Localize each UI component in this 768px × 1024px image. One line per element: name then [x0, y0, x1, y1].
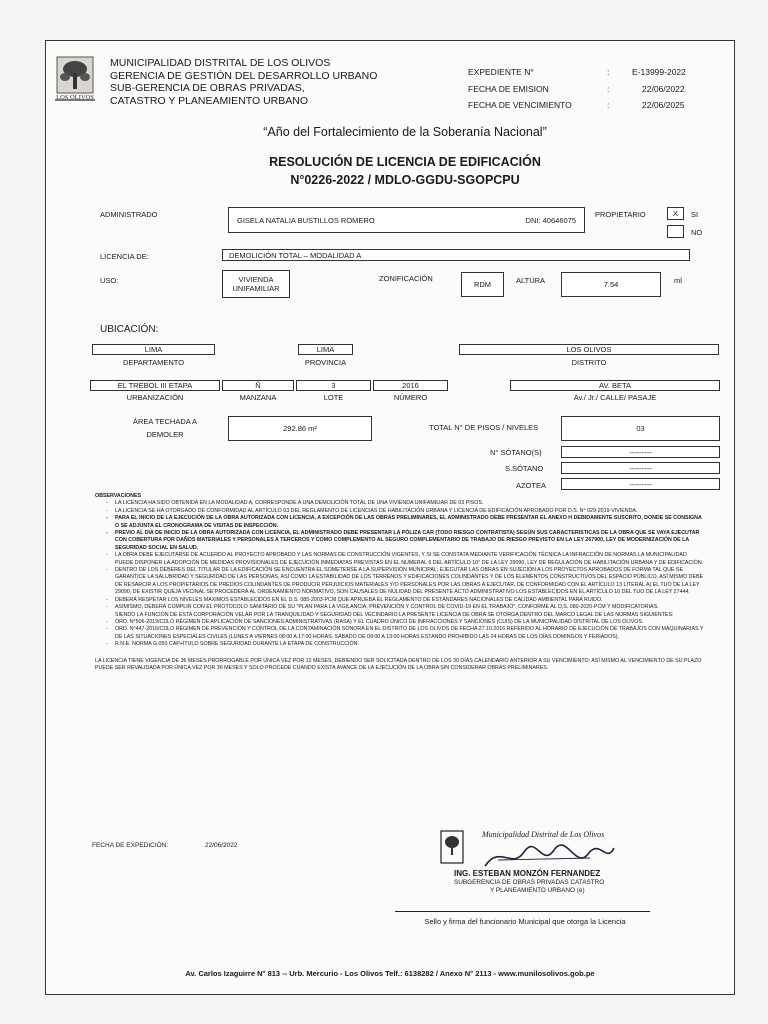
- expedicion-value: 22/06/2022: [205, 842, 238, 849]
- semisotano-box: [561, 462, 720, 474]
- area-label: [110, 417, 220, 439]
- sotanos-box: [561, 446, 720, 458]
- pisos-value: 03: [636, 424, 645, 433]
- emision-value: 22/06/2022: [642, 84, 685, 94]
- stamp-role: SUBGERENCIA DE OBRAS PRIVADAS CATASTRO: [454, 879, 605, 886]
- observaciones-title: OBSERVACIONES: [95, 493, 142, 499]
- observacion-item: - ASIMISMO, DEBERÁ CUMPLIR CON EL PROTOCOLO SANITARIO DE SU "PLAN PARA LA VIGILANCIA, PREVENCIÓN Y CONTROL DE COVID-19 EN EL TRABAJO", CONFORME AL D.S. 080-2020-PCM Y MODIFICATORIAS.: [115, 604, 705, 611]
- normas-intro: SIENDO LA FUNCIÓN DE ESTA CORPORACIÓN VELAR POR LA TRANQUILIDAD Y SEGURIDAD DEL VECINDARIO LA PRESENTE LICENCIA DE OBRA SE OTORGA DENTRO DEL MARCO LEGAL DE LAS NORMAS SIGUIENTES:: [115, 611, 674, 618]
- administrado-box: [228, 207, 585, 233]
- azotea-value: ---------: [629, 479, 652, 489]
- distrito-box: [459, 344, 719, 355]
- meta-separator: :: [607, 67, 610, 77]
- org-line: GERENCIA DE GESTIÓN DEL DESARROLLO URBANO: [110, 69, 378, 82]
- manzana-value: Ñ: [255, 381, 261, 390]
- distrito-label: DISTRITO: [571, 358, 607, 367]
- stamp-name: ING. ESTEBAN MONZÓN FERNANDEZ: [454, 869, 601, 878]
- municipal-seal-icon: [440, 830, 464, 864]
- normas-list: [95, 619, 705, 649]
- logo-text: LOS OLIVOS: [56, 94, 94, 101]
- zonificacion-label: ZONIFICACIÓN: [379, 274, 433, 283]
- area-box: [228, 416, 372, 441]
- area-label-line: DEMOLER: [146, 430, 184, 439]
- org-line: MUNICIPALIDAD DISTRITAL DE LOS OLIVOS: [110, 57, 331, 69]
- licencia-box: [222, 249, 690, 261]
- expedicion-label: FECHA DE EXPEDICIÓN:: [92, 842, 169, 849]
- observacion-item: - LA LICENCIA HA SIDO OBTENIDA EN LA MODALIDAD A, CORRESPONDE A UNA DEMOLICIÓN TOTAL DE UNA VIVIENDA UNIFAMILIAR DE 03 PISOS.: [115, 500, 705, 507]
- official-stamp: [440, 828, 660, 908]
- sotanos-label: N° SÓTANO(S): [490, 448, 542, 457]
- provincia-value: LIMA: [316, 345, 335, 354]
- administrado-label: ADMINISTRADO: [100, 210, 158, 219]
- zonificacion-value: RDM: [473, 280, 492, 289]
- urbanizacion-label: URBANIZACIÓN: [126, 393, 184, 402]
- no-label: NO: [691, 228, 703, 237]
- org-header: [110, 57, 377, 107]
- observacion-item: - LA OBRA DEBE EJECUTARSE DE ACUERDO AL PROYECTO APROBADO Y LAS NORMAS DE CONSTRUCCIÓN VIGENTES, Y SI SE CONSTATA MEDIANTE VERIFICACIÓN TÉCNICA LA INFRACCIÓN DE NORMAS LA MUNICIPALIDAD PUEDE DISPONER LA ADOPCIÓN DE MEDIDAS PROVISIONALES DE EJECUCIÓN INMEDIATAS PREVISTAS EN EL NUMERAL 6 DEL ARTÍCULO 10° DE LA LEY 29090, LEY DE REGULACIÓN DE HABILITACIÓN URBANA Y DE EDIFICACIÓN.: [115, 552, 705, 567]
- observacion-item: - LA LICENCIA SE HA OTORGADO DE CONFORMIDAD AL ARTÍCULO 63 DEL REGLAMENTO DE LICENCIAS DE HABILITACIÓN URBANA Y LICENCIA DE EDIFICACIÓN APROBADO POR D.S. N° 029-2019-VIVIENDA.: [115, 508, 705, 515]
- sotanos-value: ---------: [629, 447, 652, 457]
- uso-value-1: VIVIENDA: [238, 275, 274, 284]
- departamento-box: [92, 344, 215, 355]
- uso-box: [222, 270, 290, 298]
- area-label-line: ÁREA TECHADA A: [132, 417, 198, 426]
- via-box: [510, 380, 720, 391]
- no-checkbox[interactable]: [667, 225, 684, 238]
- uso-label: USO:: [100, 276, 119, 285]
- lote-label: LOTE: [323, 393, 344, 402]
- title-line-2: N°0226-2022 / MDLO-GGDU-SGOPCPU: [290, 173, 520, 187]
- norma-item: - ORD. N°447-2016/CDLO RÉGIMEN DE PREVENCIÓN Y CONTROL DE LA CONTAMINACIÓN SONORA EN EL DISTRITO DE LOS OLIVOS DE FECHA 27.10.2016 REFERIDO AL HORARIO DE EJECUCIÓN DE TRABAJOS CON MAQUINARIAS Y DE LAS SITUACIONES ESPECIALES CIVILES (LUNES A VIERNES 08:00 A 17:00 HORAS, SÁBADO DE 09:00 A 13:00 HORAS ESTANDO PROHIBIDO LAS 24 HORAS DE LOS DÍAS DOMINGOS Y FERIADOS).: [115, 626, 705, 641]
- stamp-title: Municipalidad Distrital de Los Olivos: [482, 830, 605, 839]
- licencia-label: LICENCIA DE:: [100, 252, 149, 261]
- sello-caption: Sello y firma del funcionario Municipal que otorga la Licencia: [424, 917, 626, 926]
- org-line: CATASTRO Y PLANEAMIENTO URBANO: [110, 94, 308, 107]
- licencia-value: DEMOLICIÓN TOTAL – MODALIDAD A: [229, 250, 362, 260]
- azotea-label: AZOTEA: [516, 481, 547, 490]
- observaciones-section: [95, 493, 705, 672]
- area-value: 292.86 m²: [283, 424, 317, 433]
- altura-label: ALTURA: [516, 276, 546, 285]
- via-value: AV. BETA: [599, 381, 631, 390]
- semisotano-label: S.SÓTANO: [505, 464, 544, 473]
- altura-unit: ml: [674, 276, 682, 285]
- vencimiento-label: FECHA DE VENCIMIENTO: [468, 100, 572, 110]
- observacion-item: - PARA EL INICIO DE LA EJECUCIÓN DE LA OBRA AUTORIZADA CON LICENCIA, A EXCEPCIÓN DE LAS OBRAS PRELIMINARES, EL ADMINISTRADO DEBE PRESENTAR EL ANEXO H DEBIDAMENTE SUSCRITO, DONDE SE CONSIGNA O SE ADJUNTA EL CRONOGRAMA DE VISITAS DE INSPECCIÓN.: [115, 515, 705, 530]
- manzana-label: MANZANA: [239, 393, 277, 402]
- distrito-value: LOS OLIVOS: [566, 345, 612, 354]
- numero-box: [373, 380, 448, 391]
- pisos-label: TOTAL N° DE PISOS / NIVELES: [429, 423, 539, 432]
- departamento-value: LIMA: [144, 345, 163, 354]
- pisos-box: [561, 416, 720, 441]
- altura-box: [561, 272, 661, 297]
- azotea-box: [561, 478, 720, 490]
- expediente-label: EXPEDIENTE N°: [468, 67, 534, 77]
- municipal-logo: [53, 55, 97, 115]
- provincia-label: PROVINCIA: [304, 358, 347, 367]
- signature-line: [395, 911, 650, 912]
- footer-address: Av. Carlos Izaguirre N° 813 -- Urb. Mercurio - Los Olivos Telf.: 6138282 / Anexo N° 2113 - www.munilosolivos.gob.pe: [185, 969, 595, 978]
- propietario-label: PROPIETARIO: [595, 210, 646, 219]
- norma-item: - ORD. N°506-2019/CDLO RÉGIMEN DE APLICACIÓN DE SANCIONES ADMINISTRATIVAS (RASA) Y EL CUADRO ÚNICO DE INFRACCIONES Y SANCIONES (CUIS) DE LA MUNICIPALIDAD DISTRITAL DE LOS OLIVOS.: [115, 619, 705, 626]
- urbanizacion-box: [90, 380, 220, 391]
- dni-value: DNI: 40646075: [525, 215, 576, 225]
- observacion-item: - PREVIO AL DIA DE INICIO DE LA OBRA AUTORIZADA CON LICENCIA, EL ADMINISTRADO DEBE PRESENTAR LA PÓLIZA CAR (TODO RIESGO CONTRATISTA) SEGÚN SUS CARACTERISTICAS DE LA OBRA QUE SE VAYA EJECUTAR CON COBERTURA POR DAÑOS MATERIALES Y PERSONALES A TERCEROS Y COMO COMPLEMENTO AL SEGURO COMPLEMENTARIO DE TRABAJO DE RIESGO PREVISTO EN LA LEY 267900, LEY DE MODERNIZACIÓN DE LA SEGURIDAD SOCIAL EN SALUD.: [115, 530, 705, 552]
- si-checkbox[interactable]: [667, 207, 684, 220]
- motto: “Año del Fortalecimiento de la Soberanía Nacional”: [263, 125, 547, 139]
- observaciones-list: [95, 500, 705, 611]
- lote-box: [296, 380, 371, 391]
- numero-label: NÚMERO: [393, 393, 428, 402]
- departamento-label: DEPARTAMENTO: [122, 358, 185, 367]
- ubicacion-label: UBICACIÓN:: [100, 324, 159, 335]
- emision-label: FECHA DE EMISION: [468, 84, 549, 94]
- expediente-value: E-13999-2022: [632, 67, 686, 77]
- si-mark: X: [672, 209, 678, 218]
- meta-separator: :: [607, 84, 610, 94]
- meta-separator: :: [607, 100, 610, 110]
- title-line-1: RESOLUCIÓN DE LICENCIA DE EDIFICACIÓN: [269, 155, 541, 169]
- observacion-item: - DEBERÁ RESPETAR LOS NIVELES MAXIMOS ESTABLECIDOS EN EL D.S. 085-2003-PCM QUE APRUEBA EL REGLAMENTO DE ESTÁNDARES NACIONALES DE CALIDAD AMBIENTAL PARA RUIDO.: [115, 597, 705, 604]
- zonificacion-box: [461, 272, 504, 297]
- olive-tree-icon: [53, 55, 97, 115]
- lote-value: 3: [331, 381, 336, 390]
- altura-value: 7.54: [603, 280, 619, 289]
- urbanizacion-value: EL TREBOL III ETAPA: [117, 381, 193, 390]
- provincia-box: [298, 344, 353, 355]
- norma-item: - R.N.E. NORMA G.050 CAP+ÍTULO SOBRE SEGURIDAD DURANTE LA ETAPA DE CONSTRUCCIÓN.: [115, 641, 705, 648]
- stamp-role: Y PLANEAMIENTO URBANO (e): [490, 887, 585, 894]
- observacion-item: - DENTRO DE LOS DEBERES DEL TITULAR DE LA EDIFICACIÓN SE ENCUENTRA EL SOMETERSE A LA SUPERVISIÓN MUNICIPAL; EJECUTAR LAS OBRAS EN SUJECIÓN A LOS PROYECTOS APROBADOS DE FORMA TAL QUE SE GARANTICE LA SALUBRIDAD Y SEGURIDAD DE LAS PERSONAS, ASÍ COMO LA ESTABILIDAD DE LOS TERRENOS Y EDIFICACIONES COLINDANTES Y DE LOS ELEMENTOS CONSTRUCTIVOS DEL ESPACIO PÚBLICO, ASÍ MISMO DEBE DE RESARCIR A LOS PROPIETARIOS DE PREDIOS COLINDANTES DE PRODUCIR PERJUICIOS MATERIALES Y/O PERSONALES POR LAS OBRAS A EJECUTAR, DE CONFORMIDAD CON EL ARTÍCULO 13 LITERAL A) EL TUO DE LA LEY 29090, DE EXISTIR QUEJA VECINAL SE PROCEDERÁ AL ORDENAMIENTO NORMATIVO, SON CAUSALES DE NULIDAD DEL PRESENTE ACTO ADMINISTRATIVO LOS ESTABLECIDOS EN EL ARTÍCULO 10 DEL TUO DE LA LEY 27444.: [115, 567, 705, 597]
- via-label: Av./ Jr./ CALLE/ PASAJE: [573, 393, 657, 402]
- vencimiento-value: 22/06/2025: [642, 100, 685, 110]
- semisotano-value: ---------: [629, 463, 652, 473]
- administrado-value: GISELA NATALIA BUSTILLOS ROMERO: [237, 215, 375, 225]
- vigencia-text: LA LICENCIA TIENE VIGENCIA DE 36 MESES PRORROGABLE POR ÚNICA VEZ POR 12 MESES, DEBIENDO SER SOLICITADA DENTRO DE LOS 30 DÍAS CALENDARIO ANTERIOR A SU VENCIMIENTO; ASÍ MISMO AL VENCIMIENTO DE SU PLAZO PUEDE SER REVALIDADA POR ÚNICA VEZ POR 36 MESES Y SOLO PROCEDE CUANDO EXISTA AVANCE DE LA EJECUCIÓN DE LA OBRA SIN CONSIDERAR OBRAS PRELIMINARES.: [95, 657, 702, 671]
- si-label: SI: [691, 210, 699, 219]
- uso-value-2: UNIFAMILIAR: [232, 284, 280, 293]
- org-line: SUB-GERENCIA DE OBRAS PRIVADAS,: [110, 82, 305, 94]
- manzana-box: [222, 380, 294, 391]
- numero-value: 2016: [402, 381, 419, 390]
